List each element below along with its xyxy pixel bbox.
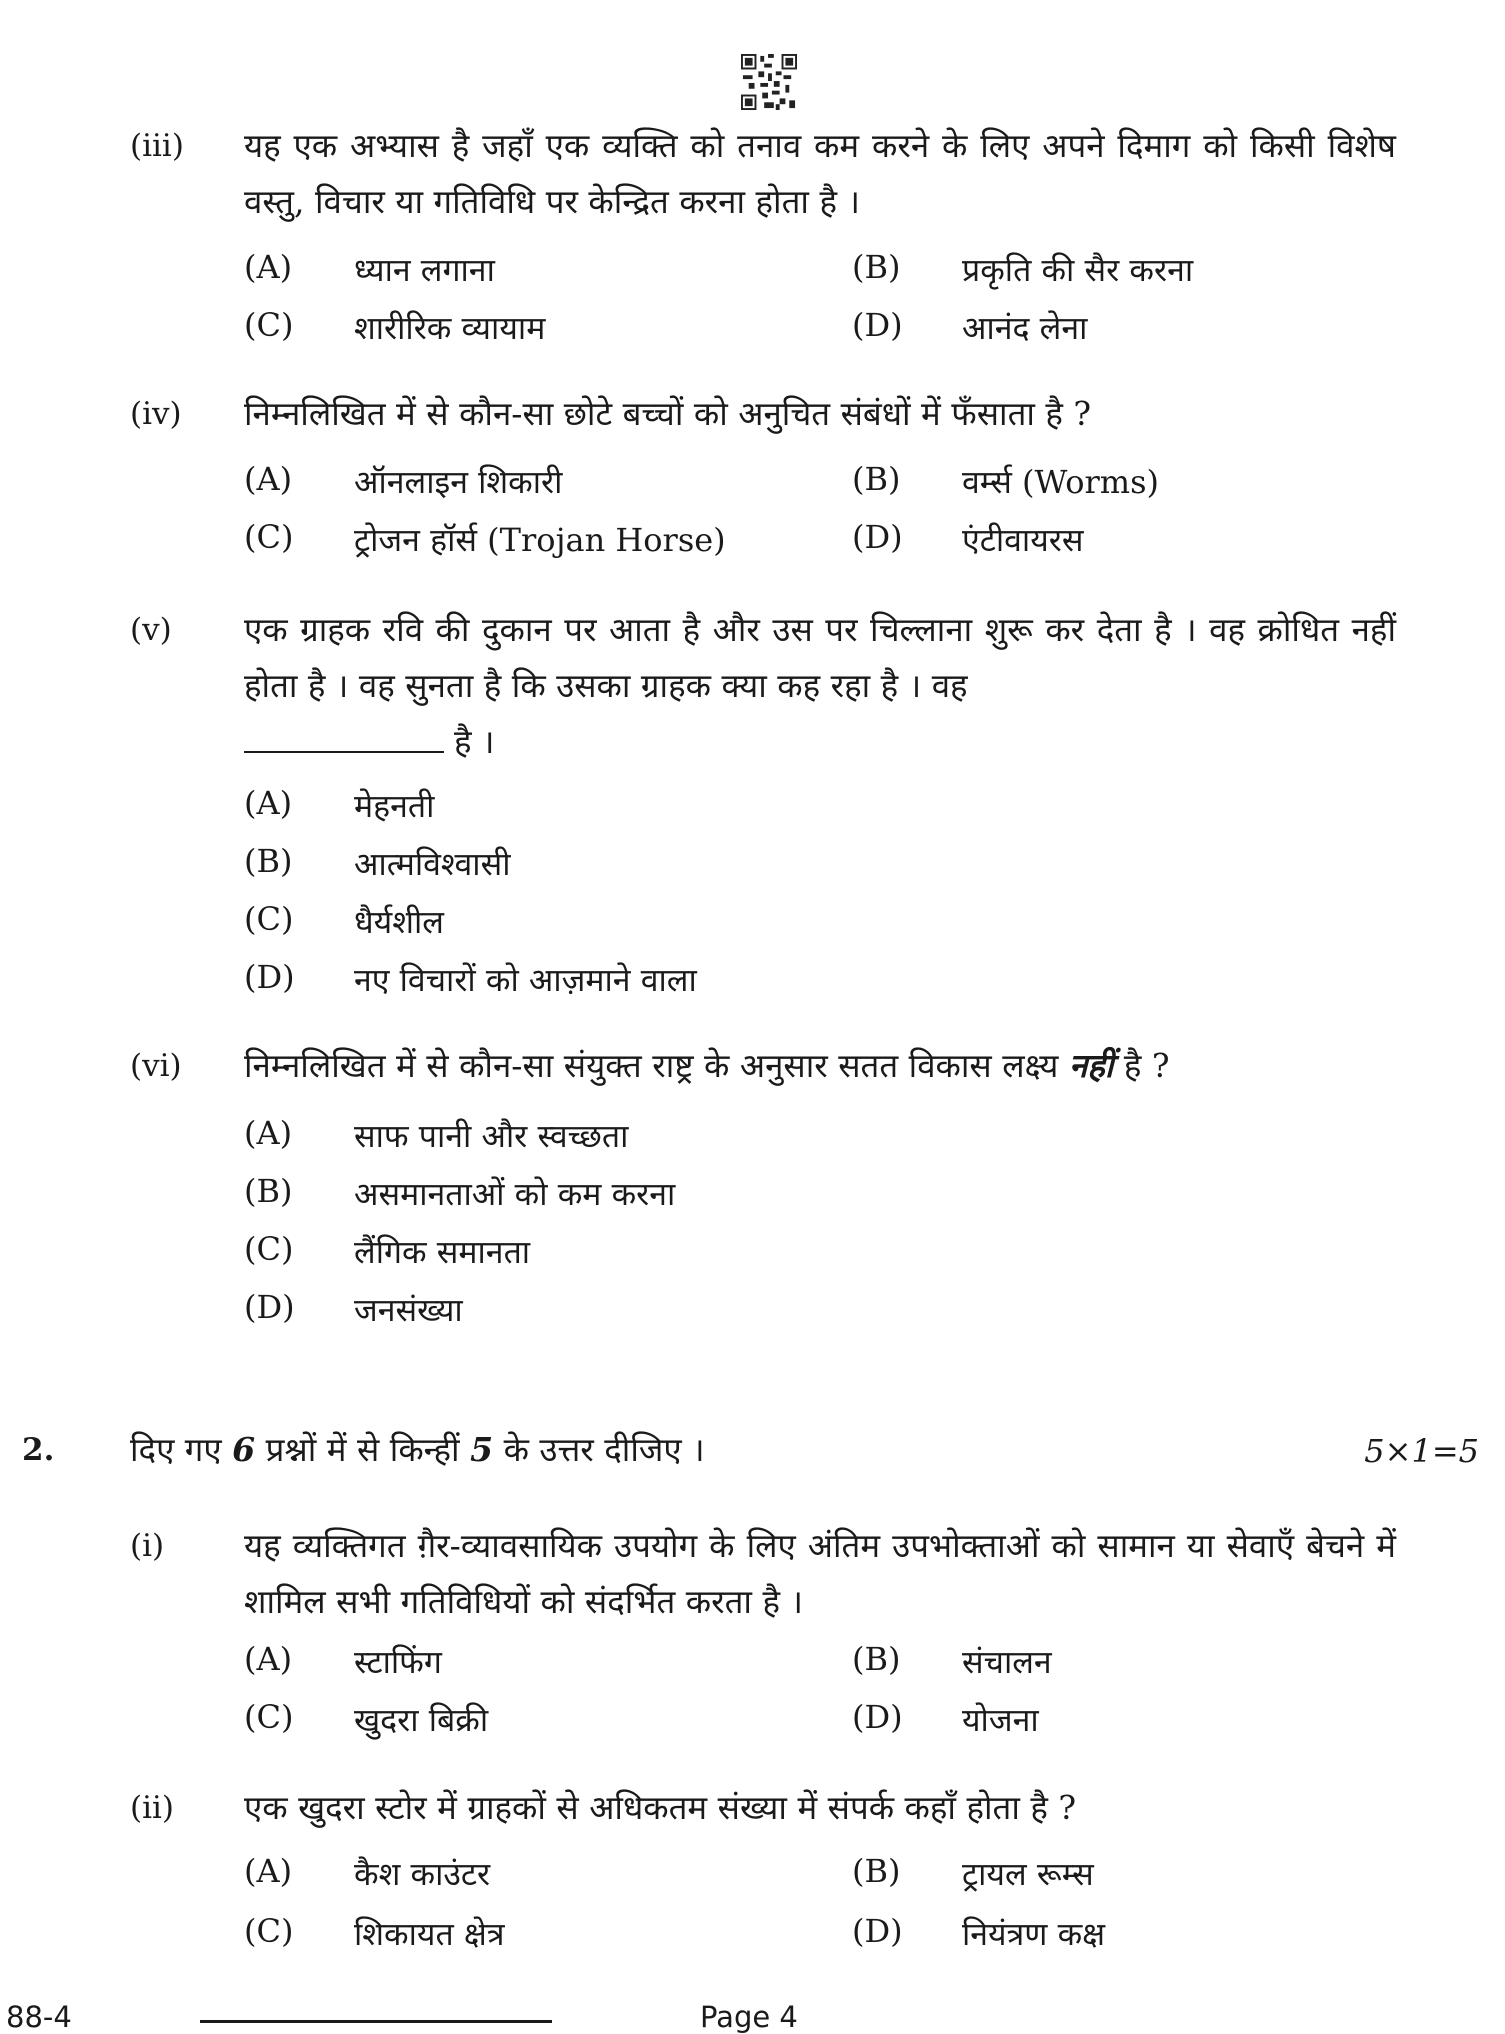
question-number: (iv) [130, 396, 182, 432]
option-text: योजना [962, 1701, 1039, 1739]
question-instruction [130, 1422, 1230, 1478]
instruction-part: के उत्तर दीजिए । [503, 1430, 705, 1469]
option-label: (B) [244, 842, 293, 880]
question-number: (i) [130, 1528, 165, 1564]
qr-code [740, 54, 798, 110]
option-label: (C) [244, 1698, 294, 1736]
option-text: शारीरिक व्यायाम [354, 309, 546, 347]
instruction-part: दिए गए [130, 1430, 222, 1469]
option-text: असमानताओं को कम करना [354, 1175, 676, 1213]
option-text: आनंद लेना [962, 309, 1088, 347]
emphasis-word: नहीं [1068, 1046, 1114, 1085]
question-number: (v) [130, 612, 172, 648]
instruction-number: 5 [470, 1430, 494, 1469]
question-text-part: निम्नलिखित में से कौन-सा संयुक्त राष्ट्र के अनुसार सतत विकास लक्ष्य [244, 1046, 1059, 1085]
option-text: लैंगिक समानता [354, 1233, 531, 1271]
option-label: (B) [852, 1852, 901, 1890]
question-text-part: है ? [1123, 1046, 1170, 1085]
option-text: ध्यान लगाना [354, 251, 495, 289]
option-label: (A) [244, 784, 293, 822]
option-text: वर्म्स (Worms) [962, 463, 1160, 501]
option-label: (D) [852, 518, 903, 556]
option-label: (A) [244, 460, 293, 498]
option-text: संचालन [962, 1643, 1052, 1681]
option-text: साफ पानी और स्वच्छता [354, 1117, 629, 1155]
option-label: (D) [852, 306, 903, 344]
option-text: प्रकृति की सैर करना [962, 251, 1194, 289]
instruction-part: प्रश्नों में से किन्हीं [265, 1430, 460, 1469]
question-text: निम्नलिखित में से कौन-सा छोटे बच्चों को अनुचित संबंधों में फँसाता है ? [244, 394, 1092, 433]
question-text [244, 1038, 1396, 1094]
option-text: नियंत्रण कक्ष [962, 1915, 1106, 1953]
option-label: (D) [852, 1698, 903, 1736]
question-blank-line [244, 714, 844, 770]
option-label: (B) [852, 1640, 901, 1678]
option-label: (D) [244, 958, 295, 996]
option-label: (C) [244, 1230, 294, 1268]
option-label: (C) [244, 518, 294, 556]
option-label: (D) [244, 1288, 295, 1326]
option-label: (C) [244, 306, 294, 344]
marks-allotment: 5×1=5 [1364, 1432, 1479, 1470]
question-number: (ii) [130, 1790, 175, 1826]
paper-code: 88-4 [6, 2000, 72, 2034]
question-text: यह एक अभ्यास है जहाँ एक व्यक्ति को तनाव कम करने के लिए अपने दिमाग को किसी विशेष वस्तु, विचार या गतिविधि पर केन्द्रित करना होता है । [244, 126, 1396, 221]
option-label: (B) [852, 248, 901, 286]
option-text: ट्रायल रूम्स [962, 1855, 1094, 1893]
option-text: ऑनलाइन शिकारी [354, 463, 563, 501]
option-text: शिकायत क्षेत्र [354, 1915, 505, 1953]
option-label: (C) [244, 900, 294, 938]
instruction-number: 6 [232, 1430, 256, 1469]
option-label: (A) [244, 248, 293, 286]
option-text: मेहनती [354, 787, 435, 825]
option-label: (A) [244, 1640, 293, 1678]
option-text: स्टाफिंग [354, 1643, 442, 1681]
option-label: (D) [852, 1912, 903, 1950]
option-label: (A) [244, 1114, 293, 1152]
question-text-tail: है । [454, 722, 495, 761]
question-text: यह व्यक्तिगत ग़ैर-व्यावसायिक उपयोग के लिए अंतिम उपभोक्ताओं को सामान या सेवाएँ बेचने में शामिल सभी गतिविधियों को संदर्भित करता है । [244, 1526, 1396, 1621]
question-number: 2. [22, 1432, 55, 1468]
question-number: (iii) [130, 128, 184, 164]
option-label: (A) [244, 1852, 293, 1890]
answer-blank [244, 723, 444, 753]
footer-divider [200, 2020, 552, 2023]
option-text: ट्रोजन हॉर्स (Trojan Horse) [354, 521, 726, 559]
question-text: एक खुदरा स्टोर में ग्राहकों से अधिकतम संख्या में संपर्क कहाँ होता है ? [244, 1788, 1077, 1827]
option-label: (B) [852, 460, 901, 498]
option-text: धैर्यशील [354, 903, 444, 941]
option-text: एंटीवायरस [962, 521, 1084, 559]
option-text: खुदरा बिक्री [354, 1701, 489, 1739]
option-text: नए विचारों को आज़माने वाला [354, 961, 697, 999]
option-text: कैश काउंटर [354, 1855, 491, 1893]
question-number: (vi) [130, 1048, 182, 1084]
page-number: Page 4 [700, 2000, 798, 2034]
option-text: जनसंख्या [354, 1291, 463, 1329]
option-text: आत्मविश्वासी [354, 845, 511, 883]
option-label: (B) [244, 1172, 293, 1210]
option-label: (C) [244, 1912, 294, 1950]
question-text: एक ग्राहक रवि की दुकान पर आता है और उस पर चिल्लाना शुरू कर देता है । वह क्रोधित नहीं होता है । वह सुनता है कि उसका ग्राहक क्या कह रहा है । वह [244, 610, 1396, 705]
